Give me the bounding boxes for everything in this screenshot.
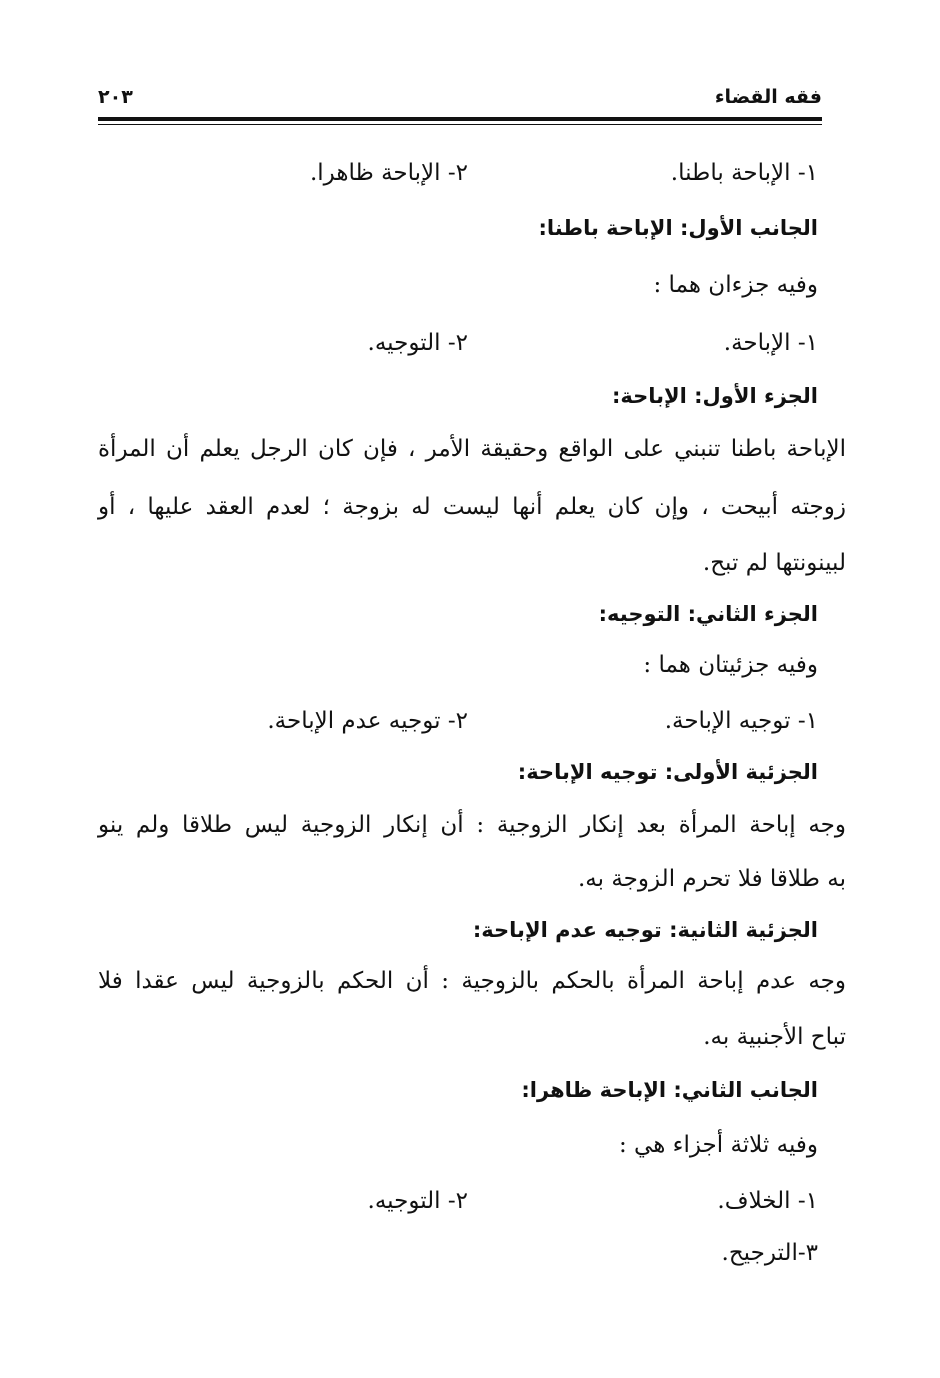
list-item: ١- الإباحة.	[723, 330, 818, 356]
section-heading: الجزئية الأولى: توجيه الإباحة:	[517, 760, 818, 784]
list-item: ١- الإباحة باطنا.	[670, 160, 818, 186]
list-item: ٣-الترجيح.	[721, 1240, 818, 1266]
header-rule-thick	[98, 117, 822, 121]
list-item: ١- توجيه الإباحة.	[664, 708, 818, 734]
section-heading: الجزء الثاني: التوجيه:	[598, 602, 818, 626]
paragraph-line: به طلاقا فلا تحرم الزوجة به.	[577, 866, 846, 892]
paragraph-line: وجه إباحة المرأة بعد إنكار الزوجية : أن إنكار الزوجية ليس طلاقا ولم ينو	[98, 812, 846, 838]
page-number: ٢٠٣	[98, 86, 133, 108]
list-item: ٢- الإباحة ظاهرا.	[309, 160, 468, 186]
paragraph-line: لبينونتها لم تبح.	[702, 550, 846, 576]
list-item: ٢- توجيه عدم الإباحة.	[267, 708, 468, 734]
paragraph-line: وفيه جزءان هما :	[653, 272, 818, 298]
paragraph-line: وفيه جزئيتان هما :	[643, 652, 818, 678]
section-heading: الجزء الأول: الإباحة:	[611, 384, 818, 408]
header-rule-thin	[98, 124, 822, 125]
paragraph-line: وفيه ثلاثة أجزاء هي :	[618, 1132, 818, 1158]
list-item: ٢- التوجيه.	[367, 330, 468, 356]
paragraph-line: وجه عدم إباحة المرأة بالحكم بالزوجية : أن الحكم بالزوجية ليس عقدا فلا	[98, 968, 846, 994]
running-title: فقه القضاء	[714, 86, 822, 108]
paragraph-line: تباح الأجنبية به.	[703, 1024, 846, 1050]
paragraph-line: الإباحة باطنا تنبني على الواقع وحقيقة الأمر ، فإن كان الرجل يعلم أن المرأة	[98, 436, 846, 462]
page-header	[98, 86, 822, 116]
list-item: ١- الخلاف.	[717, 1188, 818, 1214]
list-item: ٢- التوجيه.	[367, 1188, 468, 1214]
paragraph-line: زوجته أبيحت ، وإن كان يعلم أنها ليست له بزوجة ؛ لعدم العقد عليها ، أو	[98, 494, 846, 520]
section-heading: الجزئية الثانية: توجيه عدم الإباحة:	[472, 918, 818, 942]
section-heading: الجانب الثاني: الإباحة ظاهرا:	[521, 1078, 818, 1102]
section-heading: الجانب الأول: الإباحة باطنا:	[538, 216, 818, 240]
